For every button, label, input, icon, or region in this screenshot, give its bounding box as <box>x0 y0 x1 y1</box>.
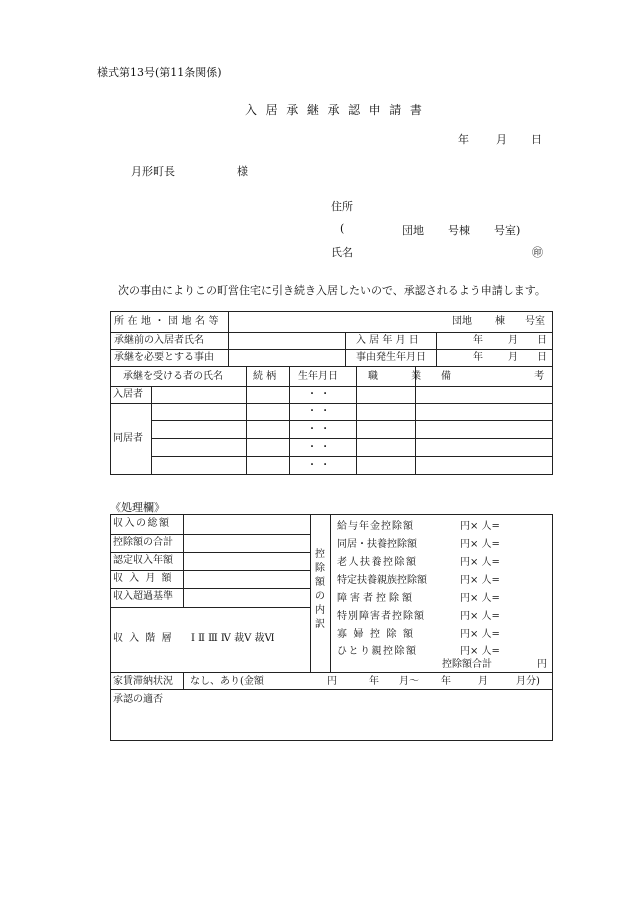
income-class-values: Ⅰ Ⅱ Ⅲ Ⅳ 裁Ⅴ 裁Ⅵ <box>191 633 275 644</box>
deduction-total-yen: 円 <box>537 659 547 670</box>
col-name-header: 承継を受ける者の氏名 <box>123 371 223 382</box>
deduction-unit: 円× 人= <box>460 629 500 640</box>
deduction-item: 特定扶養親族控除額 <box>337 575 427 586</box>
reason-label: 承継を必要とする事由 <box>114 352 214 363</box>
birth-dots: ・ ・ <box>307 442 331 453</box>
rent-year-from: 年 <box>369 676 379 687</box>
location-danchi: 団地 <box>452 316 472 327</box>
col-birth-header: 生年月日 <box>298 371 338 382</box>
address-goushitsu: 号室) <box>494 224 521 237</box>
address-label: 住所 <box>331 200 353 213</box>
birth-dots: ・ ・ <box>307 424 331 435</box>
deduction-unit: 円× 人= <box>460 557 500 568</box>
deduction-total-sum-label: 控除額合計 <box>442 659 492 670</box>
col-note-header: 備 考 <box>441 371 585 382</box>
deduction-unit: 円× 人= <box>460 521 500 532</box>
deduction-item: 障害者控除額 <box>337 593 415 604</box>
page-title: 入 居 承 継 承 認 申 請 書 <box>245 103 425 117</box>
address-paren-open: ( <box>340 222 345 235</box>
income-class-label: 収 入 階 層 <box>113 633 174 644</box>
event-date-label: 事由発生年月日 <box>356 352 426 363</box>
processing-section-title: 《処理欄》 <box>110 501 165 514</box>
rent-arrears-status: なし、あり(金額 <box>190 676 264 687</box>
deduction-item: ひとり親控除額 <box>337 646 418 657</box>
deduction-item: 寡婦控除額 <box>337 629 420 640</box>
income-limit-label: 収入超過基準 <box>113 591 173 602</box>
col-job-header: 職 業 <box>368 371 437 382</box>
date-month-label: 月 <box>496 133 507 146</box>
address-danchi: 団地 <box>402 224 424 237</box>
move-in-date-label: 入 居 年 月 日 <box>356 335 419 346</box>
birth-dots: ・ ・ <box>307 389 331 400</box>
rent-month-to: 月 <box>478 676 488 687</box>
col-relation-header: 続 柄 <box>253 371 277 382</box>
rent-year-to: 年 <box>441 676 451 687</box>
event-day: 日 <box>537 352 547 363</box>
deduction-breakdown-label: 控除額の内訳 <box>315 549 325 630</box>
addressee: 月形町長 <box>131 165 175 178</box>
row-tenant-label: 入居者 <box>113 389 143 400</box>
seal-mark: ㊞ <box>532 246 543 259</box>
deduction-unit: 円× 人= <box>460 539 500 550</box>
honorific: 様 <box>237 165 248 178</box>
deduction-item: 同居・扶養控除額 <box>337 539 417 550</box>
date-day-label: 日 <box>531 133 542 146</box>
name-label: 氏名 <box>331 246 353 259</box>
location-label: 所在地・団地名等 <box>114 316 222 327</box>
certified-income-label: 認定収入年額 <box>113 555 173 566</box>
event-year: 年 <box>473 352 483 363</box>
form-number: 様式第13号(第11条関係) <box>97 66 222 79</box>
deduction-unit: 円× 人= <box>460 646 500 657</box>
deduction-unit: 円× 人= <box>460 611 500 622</box>
income-total-label: 収入の総額 <box>113 518 171 529</box>
location-tou: 棟 <box>495 316 505 327</box>
approval-label: 承認の適否 <box>113 694 163 705</box>
rent-months-total: 月分) <box>516 676 540 687</box>
deduction-item: 給与年金控除額 <box>337 521 414 532</box>
deduction-unit: 円× 人= <box>460 575 500 586</box>
birth-dots: ・ ・ <box>307 406 331 417</box>
prev-tenant-label: 承継前の入居者氏名 <box>114 335 204 346</box>
rent-yen: 円 <box>327 676 337 687</box>
deduction-total-label: 控除額の合計 <box>113 537 173 548</box>
monthly-income-label: 収 入 月 額 <box>113 573 174 584</box>
deduction-unit: 円× 人= <box>460 593 500 604</box>
rent-month-from: 月〜 <box>399 676 419 687</box>
deduction-item: 老人扶養控除額 <box>337 557 418 568</box>
move-in-month: 月 <box>508 335 518 346</box>
application-statement: 次の事由によりこの町営住宅に引き続き入居したいので、承認されるよう申請します。 <box>118 284 546 297</box>
rent-arrears-label: 家賃滞納状況 <box>113 676 173 687</box>
birth-dots: ・ ・ <box>307 460 331 471</box>
location-goushitsu: 号室 <box>525 316 545 327</box>
date-year-label: 年 <box>458 133 469 146</box>
move-in-year: 年 <box>473 335 483 346</box>
event-month: 月 <box>508 352 518 363</box>
deduction-item: 特別障害者控除額 <box>337 611 425 622</box>
address-gotou: 号棟 <box>448 224 470 237</box>
row-cohabitant-label: 同居者 <box>113 433 143 444</box>
move-in-day: 日 <box>537 335 547 346</box>
